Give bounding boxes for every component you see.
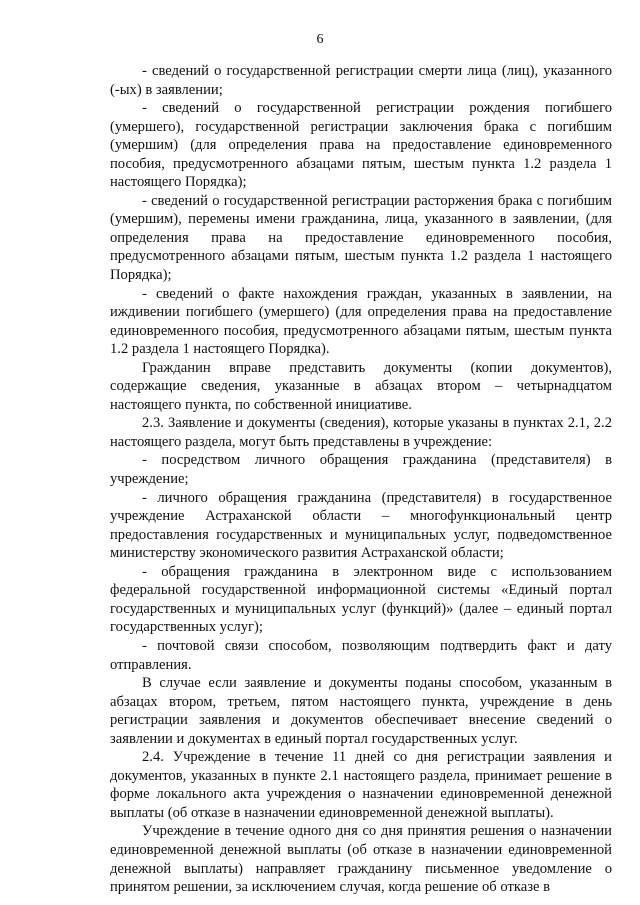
paragraph-death-registration: - сведений о государственной регистрации смерти лица (лиц), указанного (-ых) в заявлении; [110, 63, 612, 98]
paragraph-mfc-appeal: - личного обращения гражданина (представителя) в государственное учреждение Астраханской области – многофункциональный центр предоставления государственных и муниципальных услуг, подведомственное министерству экономического развития Астраханской области; [110, 489, 612, 562]
paragraph-own-initiative: Гражданин вправе представить документы (копии документов), содержащие сведения, указанные в абзацах втором – четырнадцатом настоящего пункта, по собственной инициативе. [110, 359, 612, 413]
paragraph-electronic-appeal: - обращения гражданина в электронном виде с использованием федеральной государственной информационной системы «Единый портал государственных и муниципальных услуг (функций)» (далее – единый портал государственных услуг); [110, 563, 612, 636]
document-body [110, 62, 612, 897]
paragraph-personal-appeal: - посредством личного обращения гражданина (представителя) в учреждение; [110, 452, 612, 488]
page-number: 6 [316, 32, 324, 47]
paragraph-notification: Учреждение в течение одного дня со дня принятия решения о назначении единовременной денежной выплаты (об отказе в назначении единовременной денежной выплаты) направляет гражданину письменное уведомление о принятом решении, за исключением случая, когда решение об отказе в [110, 823, 612, 896]
paragraph-dependency-fact: - сведений о факте нахождения граждан, указанных в заявлении, на иждивении погибшего (умершего) (для определения права на предоставление единовременного пособия, предусмотренного абзацами пятым, шестым пункта 1.2 раздела 1 настоящего Порядка). [110, 285, 612, 358]
paragraph-clause-2-4: 2.4. Учреждение в течение 11 дней со дня регистрации заявления и документов, указанных в пункте 2.1 настоящего раздела, принимает решение в форме локального акта учреждения о назначении единовременной денежной выплаты (об отказе в назначении единовременной денежной выплаты). [110, 749, 612, 821]
paragraph-birth-marriage-registration: - сведений о государственной регистрации рождения погибшего (умершего), государственной регистрации заключения брака с погибшим (умершим) (для определения права на предоставление единовременного пособия, предусмотренного абзацами пятым, шестым пункта 1.2 раздела 1 настоящего Порядка); [110, 100, 612, 191]
paragraph-postal-appeal: - почтовой связи способом, позволяющим подтвердить факт и дату отправления. [110, 637, 612, 673]
paragraph-divorce-name-change: - сведений о государственной регистрации расторжения брака с погибшим (умершим), перемены имени гражданина, лица, указанного в заявлении, (для определения права на предоставление единовременного пособия, предусмотренного абзацами пятым, шестым пункта 1.2 раздела 1 настоящего Порядка); [110, 192, 612, 284]
paragraph-clause-2-3: 2.3. Заявление и документы (сведения), которые указаны в пунктах 2.1, 2.2 настоящего раздела, могут быть представлены в учреждение: [110, 415, 612, 450]
paragraph-portal-registration: В случае если заявление и документы поданы способом, указанным в абзацах втором, третьем, пятом настоящего пункта, учреждение в день регистрации заявления и документов обеспечивает внесение сведений о заявлении и документах в единый портал государственных услуг. [110, 675, 612, 747]
